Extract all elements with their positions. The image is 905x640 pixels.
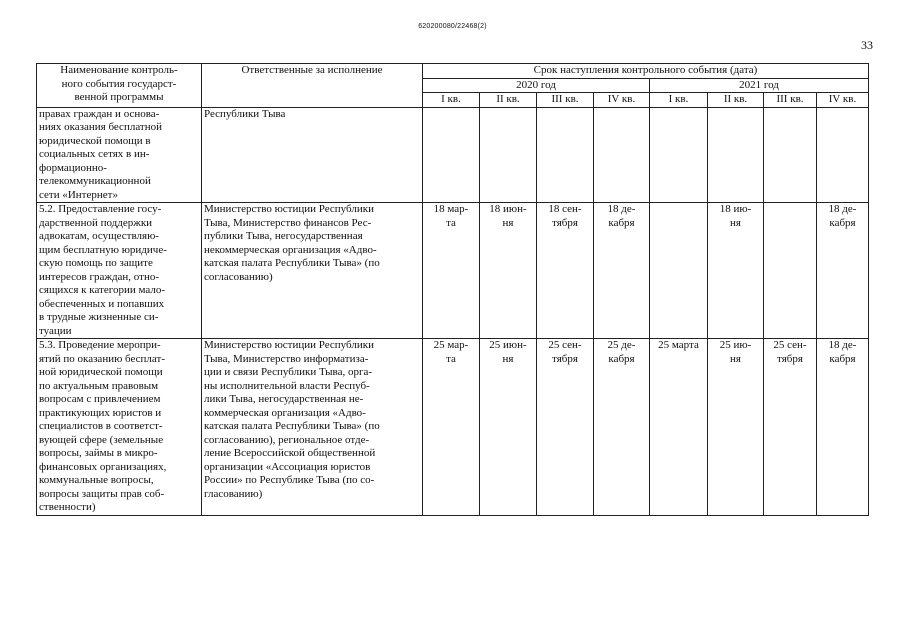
- quarter-date-cell: 18 де- кабря: [817, 339, 869, 516]
- header-year-2021: 2021 год: [650, 78, 869, 93]
- header-event-name: Наименование контроль- ного события государст- венной программы: [37, 64, 202, 108]
- header-quarter: III кв.: [764, 93, 817, 108]
- header-quarter: IV кв.: [594, 93, 650, 108]
- header-responsible: Ответственные за исполнение: [202, 64, 423, 108]
- page-number: 33: [861, 38, 873, 52]
- quarter-date-cell: [650, 107, 708, 203]
- quarter-date-cell: [537, 107, 594, 203]
- quarter-date-cell: 18 сен- тября: [537, 203, 594, 339]
- quarter-date-cell: 25 сен- тября: [764, 339, 817, 516]
- header-quarter: II кв.: [708, 93, 764, 108]
- responsible-cell: Министерство юстиции Республики Тыва, Министерство финансов Рес- публики Тыва, негосударственная некоммерческая организация «Адво- катская палата Республики Тыва» (по согласованию): [202, 203, 423, 339]
- quarter-date-cell: 25 мар- та: [423, 339, 480, 516]
- header-quarter: I кв.: [423, 93, 480, 108]
- quarter-date-cell: [423, 107, 480, 203]
- header-quarter: I кв.: [650, 93, 708, 108]
- quarter-date-cell: 18 июн- ня: [480, 203, 537, 339]
- quarter-date-cell: 18 де- кабря: [817, 203, 869, 339]
- event-name-cell: 5.3. Проведение меропри- ятий по оказанию бесплат- ной юридической помощи по актуальным правовым вопросам с привлечением практикующих юристов и специалистов в соответст- вующей сфере (земельные вопросы, займы в микро- финансовых организациях, коммунальные вопросы, вопросы защиты прав соб- ственности): [37, 339, 202, 516]
- quarter-date-cell: 25 сен- тября: [537, 339, 594, 516]
- table-row: [37, 107, 869, 203]
- header-deadline: Срок наступления контрольного события (дата): [423, 64, 869, 79]
- quarter-date-cell: 25 де- кабря: [594, 339, 650, 516]
- quarter-date-cell: [594, 107, 650, 203]
- quarter-date-cell: 18 ию- ня: [708, 203, 764, 339]
- header-quarter: II кв.: [480, 93, 537, 108]
- responsible-cell: Республики Тыва: [202, 107, 423, 203]
- document-id: 620200080/22468(2): [418, 23, 487, 30]
- quarter-date-cell: [764, 107, 817, 203]
- quarter-date-cell: [480, 107, 537, 203]
- quarter-date-cell: [764, 203, 817, 339]
- table-body: [37, 107, 869, 515]
- quarter-date-cell: 18 де- кабря: [594, 203, 650, 339]
- control-events-table: [36, 63, 869, 516]
- header-quarter: III кв.: [537, 93, 594, 108]
- quarter-date-cell: 25 марта: [650, 339, 708, 516]
- quarter-date-cell: 25 июн- ня: [480, 339, 537, 516]
- table-row: [37, 203, 869, 339]
- quarter-date-cell: [650, 203, 708, 339]
- header-quarter: IV кв.: [817, 93, 869, 108]
- responsible-cell: Министерство юстиции Республики Тыва, Министерство информатиза- ции и связи Республики Тыва, орга- ны исполнительной власти Респуб- лики Тыва, негосударственная не- коммерческая организация «Адво- катская палата Республики Тыва» (по согласованию), региональное отде- ление Всероссийской общественной организации «Ассоциация юристов России» по Республике Тыва (по со- гласованию): [202, 339, 423, 516]
- quarter-date-cell: [708, 107, 764, 203]
- event-name-cell: 5.2. Предоставление госу- дарственной поддержки адвокатам, осуществляю- щим бесплатную юридиче- скую помощь по защите интересов граждан, отно- сящихся к категории мало- обеспеченных и попавших в трудные жизненные си- туации: [37, 203, 202, 339]
- quarter-date-cell: [817, 107, 869, 203]
- quarter-date-cell: 18 мар- та: [423, 203, 480, 339]
- header-year-2020: 2020 год: [423, 78, 650, 93]
- table-row: [37, 339, 869, 516]
- event-name-cell: правах граждан и основа- ниях оказания бесплатной юридической помощи в социальных сетях в ин- формационно- телекоммуникационной сети «Интернет»: [37, 107, 202, 203]
- quarter-date-cell: 25 ию- ня: [708, 339, 764, 516]
